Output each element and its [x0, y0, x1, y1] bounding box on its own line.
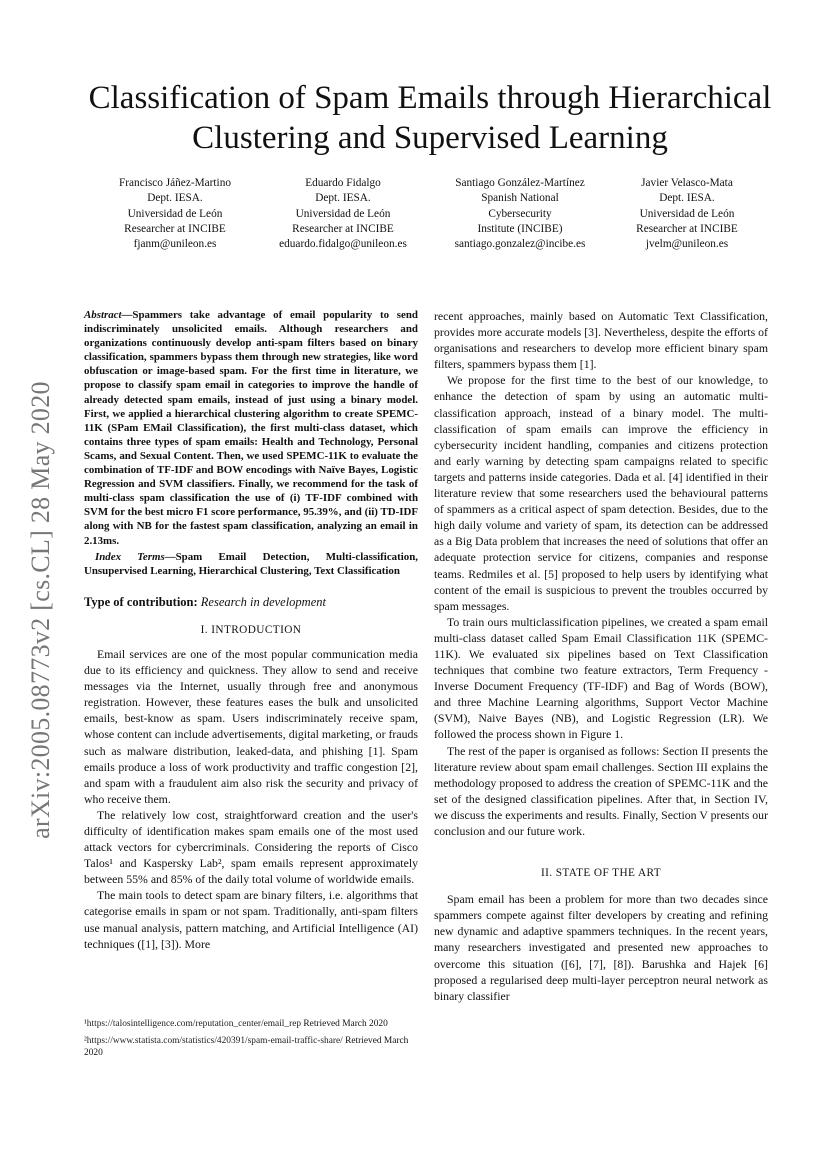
author-name: Santiago González-Martínez: [455, 177, 585, 189]
contribution-value: Research in development: [200, 594, 326, 609]
paragraph: recent approaches, mainly based on Automatic Text Classification, provides more accurate models [3]. Nevertheless, despite the efforts of organisations and researchers to develop more efficient binary spam filters, spammers bypass them [1].: [434, 309, 768, 372]
author-affiliation: Researcher at INCIBE: [636, 222, 738, 235]
author-affiliation: Universidad de León: [127, 207, 223, 220]
author-email: fjanm@unileon.es: [133, 238, 217, 251]
arxiv-stamp: [18, 345, 64, 875]
author-affiliation: Dept. IESA.: [147, 192, 203, 205]
left-column: [84, 308, 418, 952]
author-3: [435, 176, 605, 252]
author-affiliation: Institute (INCIBE): [477, 222, 563, 235]
author-affiliation: Spanish National: [481, 192, 559, 205]
arxiv-stamp-text: arXiv:2005.08773v2 [cs.CL] 28 May 2020: [26, 381, 55, 839]
title-line-1: Classification of Spam Emails through Hierarchical: [88, 80, 772, 116]
author-name: Eduardo Fidalgo: [305, 177, 381, 189]
contribution-label: Type of contribution:: [84, 594, 198, 609]
abstract-heading: Abstract: [84, 309, 122, 321]
footnote-link[interactable]: ²https://www.statista.com/statistics/420391/spam-email-traffic-share/: [84, 1036, 343, 1046]
author-block: [90, 176, 790, 256]
author-email: santiago.gonzalez@incibe.es: [454, 238, 586, 251]
footnote-text: Retrieved March 2020: [84, 1036, 409, 1058]
author-name: Francisco Jáñez-Martino: [119, 177, 231, 189]
footnote-2: [84, 1035, 418, 1059]
author-affiliation: Universidad de León: [295, 207, 391, 220]
abstract-text: —Spammers take advantage of email popularity to send indiscriminately unsolicited emails. Although researchers and organizations continuously develop anti-spam filters based on binary classification, spammers bypass them through new strategies, like word obfuscation or image-based spam. For the first time in literature, we propose to classify spam email in categories to improve the handle of already detected spam emails, instead of just using a binary model. First, we applied a hierarchical clustering algorithm to create SPEMC-11K (SPam EMail Classification), the first multi-class dataset, which contains three types of spam emails: Health and Technology, Personal Scams, and Sexual Content. Then, we used SPEMC-11K to evaluate the combination of TF-IDF and BOW encodings with Naïve Bayes, Logistic Regression and SVM classifiers. Finally, we recommend for the task of multi-class spam classification the use of (i) TF-IDF combined with SVM for the best micro F1 score performance, 95.39%, and (ii) TD-IDF along with NB for the fastest spam classification, analyzing an email in 2.13ms.: [84, 309, 418, 547]
author-affiliation: Dept. IESA.: [315, 192, 371, 205]
footnote-1: [84, 1018, 418, 1030]
index-terms-heading: Index Terms: [95, 550, 165, 563]
paragraph: The main tools to detect spam are binary filters, i.e. algorithms that categorise emails in spam or not spam. Traditionally, anti-spam filters use manual analysis, pattern matching, and Artificial Intelligence (AI) techniques ([1], [3]). More: [84, 888, 418, 951]
author-email: eduardo.fidalgo@unileon.es: [279, 238, 407, 251]
contribution-type: [84, 594, 418, 610]
author-1: [90, 176, 260, 252]
index-terms-text: —Spam Email Detection, Multi-classification, Unsupervised Learning, Hierarchical Clustering, Text Classification: [84, 550, 418, 577]
paragraph: We propose for the first time to the best of our knowledge, to enhance the detection of spam by using an automatic multi-classification approach, instead of a binary model. The multi-classification of spam emails can improve the efficiency in cybersecurity incident handling, companies and citizens protection and early warning by detecting spam campaigns related to specific targets and patterns inside categories. Dada et al. [4] identified in their literature review that some researchers used the behavioural patterns of spammers as a critical aspect of spam detection. Besides, due to the high daily volume and variety of spam, its detection can be addressed as a Big Data problem that increases the need of solutions that offer an adequate protection service for citizens, companies and response teams. Redmiles et al. [5] proposed to help users by identifying what content of the email is suspicious to prevent the troubles occurred by spam messages.: [434, 373, 768, 613]
author-affiliation: Universidad de León: [639, 207, 735, 220]
author-affiliation: Cybersecurity: [488, 207, 552, 220]
right-column: [434, 308, 768, 1004]
author-affiliation: Researcher at INCIBE: [292, 222, 394, 235]
paper-title: [60, 78, 800, 158]
title-line-2: Clustering and Supervised Learning: [192, 120, 668, 156]
abstract: [84, 308, 418, 548]
paragraph: To train ours multiclassification pipelines, we created a spam email multi-class dataset called Spam Email Classification 11K (SPEMC-11K). We evaluated six pipelines based on Text Classification techniques that combine two feature extractors, Term Frequency - Inverse Document Frequency (TF-IDF) and Bag of Words (BOW), and three Machine Learning algorithms, Support Vector Machine (SVM), Naive Bayes (NB), and Logistic Regression (LR). We followed the process shown in Figure 1.: [434, 614, 768, 742]
paragraph: Spam email has been a problem for more than two decades since spammers compete against filter developers by creating and refining new dynamic and adaptive spammers techniques. In the recent years, many researchers investigated and presented new approaches to overcome this situation ([6], [7], [8]). Barushka and Hajek [6] proposed a regularised deep multi-layer perceptron neural network as binary classifier: [434, 892, 768, 1003]
author-affiliation: Dept. IESA.: [659, 192, 715, 205]
paragraph: The rest of the paper is organised as follows: Section II presents the literature review about spam email challenges. Section III explains the methodology proposed to address the creation of SPEMC-11K and the set of the designed classification pipelines. After that, in Section IV, we discuss the experiments and results. Finally, Section V presents our conclusion and our future work.: [434, 743, 768, 838]
section-heading-introduction: I. INTRODUCTION: [200, 623, 302, 636]
paragraph: Email services are one of the most popular communication media due to its efficiency and quickness. They allow to send and receive messages via the Internet, usually through free and anonymous registration. However, these features eases the bulk and unsolicited emails, best-know as spam. Users indiscriminately receive spam, whose content can include advertisements, digital marketing, or frauds such as malware distribution, leaked-data, and phishing [1]. Spam emails produce a loss of work productivity and traffic congestion [2], and spam with a fraudulent aim also risk the security and privacy of who receive them.: [84, 646, 418, 806]
footnotes: [84, 1018, 418, 1064]
section-heading-state-of-the-art: II. STATE OF THE ART: [540, 867, 662, 880]
paragraph: The relatively low cost, straightforward creation and the user's difficulty of identification makes spam emails one of the most used attack vectors for cybercriminals. Considering the reports of Cisco Talos¹ and Kaspersky Lab², spam emails represent approximately between 55% and 85% of the daily total volume of worldwide emails.: [84, 807, 418, 887]
author-name: Javier Velasco-Mata: [641, 177, 733, 189]
footnote-link[interactable]: ¹https://talosintelligence.com/reputation_center/email_rep: [84, 1019, 302, 1029]
author-4: [602, 176, 772, 252]
author-2: [258, 176, 428, 252]
author-affiliation: Researcher at INCIBE: [124, 222, 226, 235]
author-email: jvelm@unileon.es: [645, 238, 729, 251]
footnote-text: Retrieved March 2020: [301, 1019, 388, 1029]
index-terms: [84, 550, 418, 578]
